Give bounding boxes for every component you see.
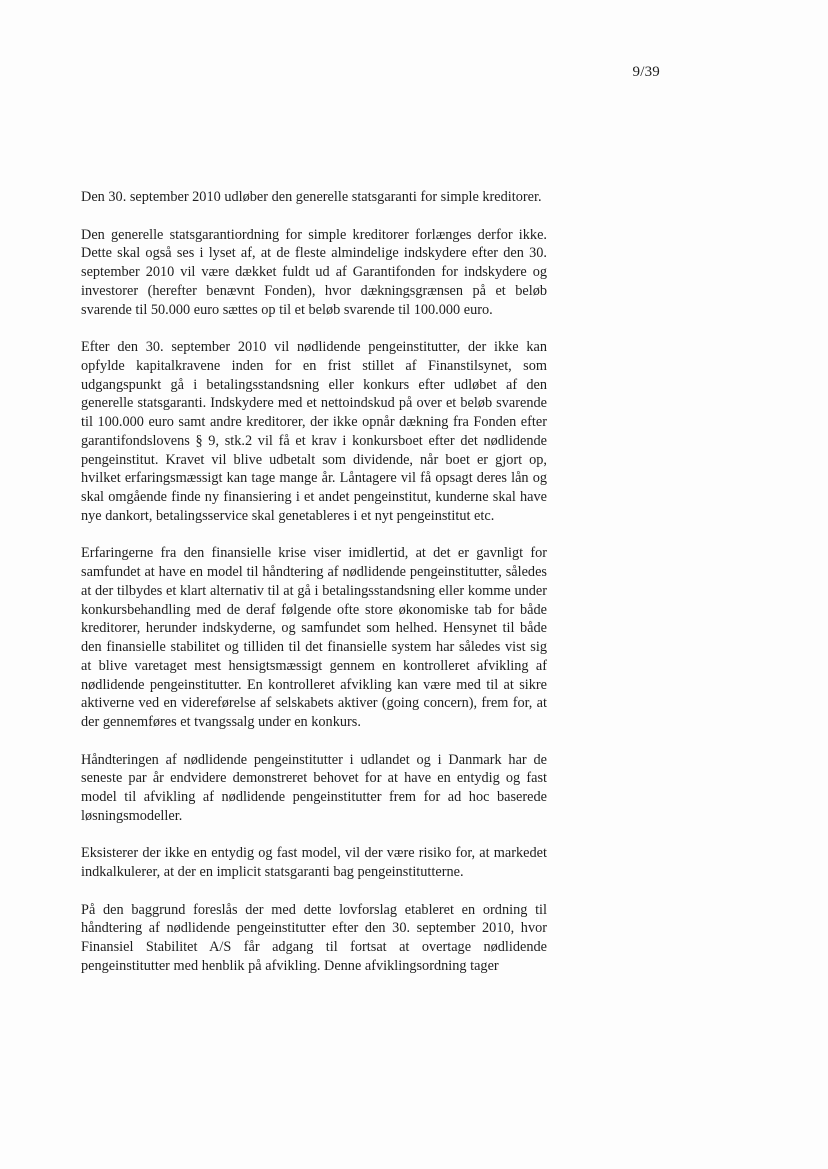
paragraph-erfaringer-finansiel-krise: Erfaringerne fra den finansielle krise viser imidlertid, at det er gavnligt for samfundet at have en model til håndtering af nødlidende pengeinstitutter, således at der tilbydes et klart alternativ til at gå i betalingsstandsning eller komme under konkursbehandling med de deraf følgende ofte store økonomiske tab for både kreditorer, herunder indskyderne, og samfundet som helhed. Hensynet til både den finansielle stabilitet og tilliden til det finansielle system har således vist sig at blive varetaget mest hensigtsmæssigt gennem en kontrolleret afvikling af nødlidende pengeinstitutter. En kontrolleret afvikling kan være med til at sikre aktiverne ved en videreførelse af selskabets aktiver (going concern), frem for, at der gennemføres et tvangssalg under en konkurs. <box>81 545 547 730</box>
paragraph-afviklingsordning: På den baggrund foreslås der med dette lovforslag etableret en ordning til håndtering af nødlidende pengeinstitutter efter den 30. september 2010, hvor Finansiel Stabilitet A/S får adgang til fortsat at overtage nødlidende pengeinstitutter med henblik på afvikling. Denne afviklingsordning tager <box>81 901 547 974</box>
paragraph-statsgaranti-udloeb: Den 30. september 2010 udløber den generelle statsgaranti for simple kreditorer. <box>81 189 542 205</box>
paragraph-haandtering-udland-danmark: Håndteringen af nødlidende pengeinstitutter i udlandet og i Danmark har de seneste par år endvidere demonstreret behovet for at have en entydig og fast model til afvikling af nødlidende pengeinstitutter frem for ad hoc baserede løsningsmodeller. <box>81 751 547 824</box>
page-number: 9/39 <box>632 64 660 80</box>
body-text <box>81 188 547 976</box>
paragraph-entydig-model: Eksisterer der ikke en entydig og fast model, vil der være risiko for, at markedet indkalkulerer, at der en implicit statsgaranti bag pengeinstitutterne. <box>81 845 547 880</box>
paragraph-statsgarantiordning: Den generelle statsgarantiordning for simple kreditorer forlænges derfor ikke. Dette skal også ses i lyset af, at de fleste almindelige indskydere efter den 30. september 2010 vil være dækket fuldt ud af Garantifonden for indskydere og investorer (herefter benævnt Fonden), hvor dækningsgrænsen på et beløb svarende til 50.000 euro sættes op til et beløb svarende til 100.000 euro. <box>81 226 547 318</box>
paragraph-noedlidende-pengeinstitutter: Efter den 30. september 2010 vil nødlidende pengeinstitutter, der ikke kan opfylde kapitalkravene inden for en frist stillet af Finanstilsynet, som udgangspunkt gå i betalingsstandsning eller konkurs efter udløbet af den generelle statsgaranti. Indskydere med et nettoindskud på over et beløb svarende til 100.000 euro samt andre kreditorer, der ikke opnår dækning fra Fonden efter garantifondslovens § 9, stk.2 vil få et krav i konkursboet efter det nødlidende pengeinstitut. Kravet vil blive udbetalt som dividende, når boet er gjort op, hvilket erfaringsmæssigt kan tage mange år. Låntagere vil få opsagt deres lån og skal omgående finde ny finansiering i et andet pengeinstitut, kunderne skal have nye dankort, betalingsservice skal genetableres i et nyt pengeinstitut etc. <box>81 339 547 524</box>
